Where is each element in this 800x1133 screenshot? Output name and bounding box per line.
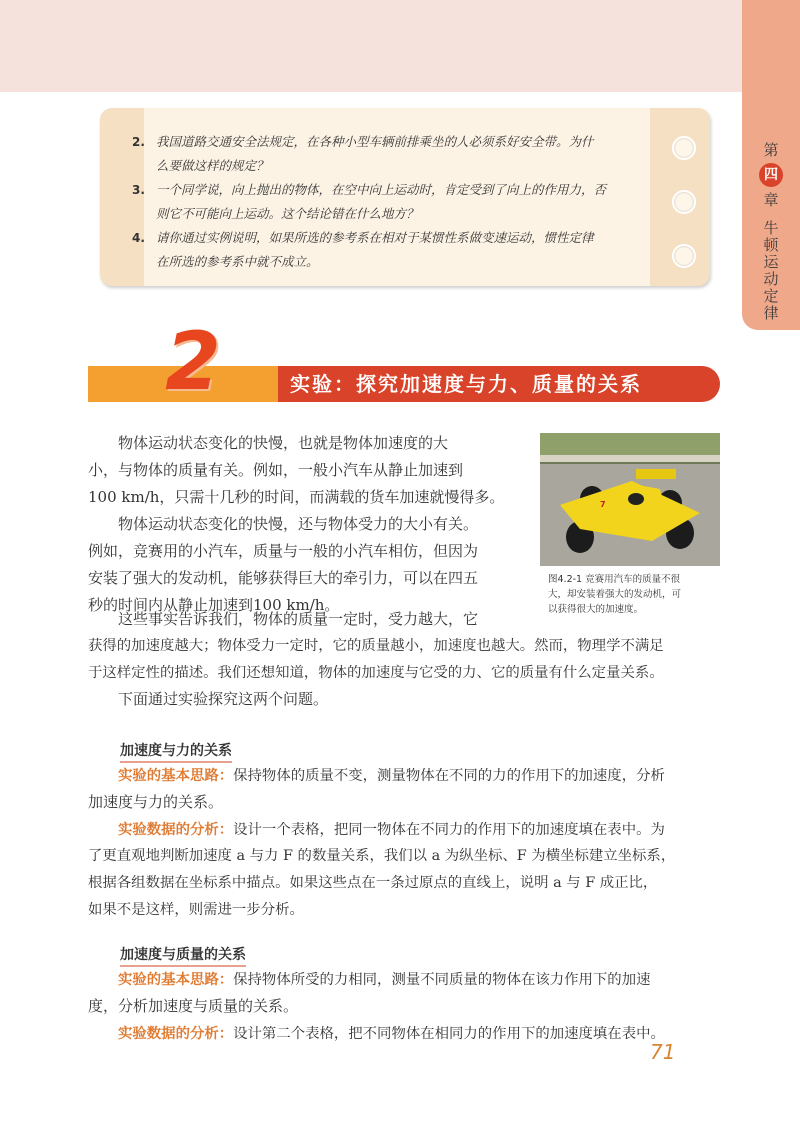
force-idea xyxy=(118,762,665,790)
text-line: 于这样定性的描述。我们还想知道，物体的加速度与它受的力、它的质量有什么定量关系。 xyxy=(88,665,664,681)
text-line: 设计第二个表格，把不同物体在相同力的作用下的加速度填在表中。 xyxy=(233,1026,665,1042)
page-number: 71 xyxy=(650,1040,676,1064)
force-section-heading: 加速度与力的关系 xyxy=(120,740,232,763)
mass-section-heading: 加速度与质量的关系 xyxy=(120,944,246,967)
force-analysis-cont xyxy=(88,843,675,924)
question-number: 2. xyxy=(132,135,145,149)
question-2 xyxy=(132,130,632,178)
text-line: 设计一个表格，把同一物体在不同力的作用下的加速度填在表中。为 xyxy=(233,822,665,838)
text-line: 了更直观地判断加速度 a 与力 F 的数量关系，我们以 a 为纵坐标、F 为横坐标建立坐标系， xyxy=(88,848,676,864)
text-line: 100 km/h，只需十几秒的时间，而满载的货车加速就慢得多。 xyxy=(88,488,505,506)
race-car-image xyxy=(540,433,720,566)
section-title: 实验：探究加速度与力、质量的关系 xyxy=(290,372,642,396)
section-number: 2 xyxy=(165,315,221,408)
chapter-di: 第 xyxy=(763,141,779,159)
text-line: 物体运动状态变化的快慢，还与物体受力的大小有关。 xyxy=(118,515,479,533)
text-line: 小，与物体的质量有关。例如，一般小汽车从静止加速到 xyxy=(88,461,464,479)
chapter-title-char: 顿 xyxy=(763,236,779,254)
caption-line: 以获得很大的加速度。 xyxy=(548,604,644,615)
mass-idea xyxy=(118,966,650,994)
lead-label: 实验的基本思路： xyxy=(118,971,234,988)
chapter-title-char: 动 xyxy=(763,270,779,288)
text-line: 安装了强大的发动机，能够获得巨大的牵引力，可以在四五 xyxy=(88,569,479,587)
chapter-title-char: 律 xyxy=(763,304,779,322)
text-line: 根据各组数据在坐标系中描点。如果这些点在一条过原点的直线上，说明 a 与 F 成正比， xyxy=(88,875,658,891)
text-line: 保持物体的质量不变，测量物体在不同的力的作用下的加速度，分析 xyxy=(233,768,665,784)
mass-idea-cont: 度，分析加速度与质量的关系。 xyxy=(88,997,299,1015)
force-analysis xyxy=(118,816,665,844)
question-line: 么要做这样的规定？ xyxy=(156,158,269,173)
question-4 xyxy=(132,226,632,274)
intro-paragraph-3-cont xyxy=(88,633,664,687)
lead-label: 实验的基本思路： xyxy=(118,767,234,784)
question-line: 一个同学说，向上抛出的物体，在空中向上运动时，肯定受到了向上的作用力，否 xyxy=(156,182,607,197)
question-line: 我国道路交通安全法规定，在各种小型车辆前排乘坐的人必须系好安全带。为什 xyxy=(156,134,594,149)
race-car-photo xyxy=(540,433,720,566)
text-line: 秒的时间内从静止加速到100 km/h。 xyxy=(88,596,340,614)
lead-label: 实验数据的分析： xyxy=(118,1025,234,1042)
text-line: 这些事实告诉我们，物体的质量一定时，受力越大，它 xyxy=(118,610,479,628)
text-line: 如果不是这样，则需进一步分析。 xyxy=(88,902,304,918)
question-line: 请你通过实例说明，如果所选的参考系在相对于某惯性系做变速运动，惯性定律 xyxy=(156,230,594,245)
binder-ring-icon xyxy=(672,244,696,268)
svg-text:7: 7 xyxy=(600,500,606,509)
intro-paragraph-2 xyxy=(118,511,478,538)
intro-paragraph-3 xyxy=(118,606,478,633)
text-line: 物体运动状态变化的快慢，也就是物体加速度的大 xyxy=(118,434,449,452)
question-number: 4. xyxy=(132,231,145,245)
chapter-side-tab xyxy=(742,0,800,330)
force-idea-cont: 加速度与力的关系。 xyxy=(88,793,224,811)
caption-line: 大，却安装着强大的发动机，可 xyxy=(548,589,682,600)
text-line: 获得的加速度越大；物体受力一定时，它的质量越小，加速度也越大。然而，物理学不满足 xyxy=(88,638,664,654)
binder-ring-icon xyxy=(672,190,696,214)
chapter-title-char: 运 xyxy=(763,253,779,271)
chapter-number: 四 xyxy=(759,163,783,187)
intro-paragraph-1-cont xyxy=(88,457,504,511)
text-line: 例如，竞赛用的小汽车，质量与一般的小汽车相仿，但因为 xyxy=(88,542,479,560)
chapter-zhang: 章 xyxy=(763,191,779,209)
question-line: 则它不可能向上运动。这个结论错在什么地方？ xyxy=(156,206,419,221)
question-box xyxy=(100,108,710,286)
chapter-title-char: 定 xyxy=(763,287,779,305)
lead-label: 实验数据的分析： xyxy=(118,821,234,838)
chapter-title xyxy=(742,220,800,322)
mass-analysis xyxy=(118,1020,665,1048)
intro-paragraph-1 xyxy=(118,430,448,457)
chapter-title-char: 牛 xyxy=(763,219,779,237)
text-line: 保持物体所受的力相同，测量不同质量的物体在该力作用下的加速 xyxy=(233,972,651,988)
binder-rings xyxy=(672,136,702,298)
figure-caption xyxy=(548,572,724,617)
question-number: 3. xyxy=(132,183,145,197)
binder-ring-icon xyxy=(672,136,696,160)
question-3 xyxy=(132,178,632,226)
caption-line: 图4.2-1 竞赛用汽车的质量不很 xyxy=(548,574,681,585)
top-band xyxy=(0,0,742,92)
intro-paragraph-4: 下面通过实验探究这两个问题。 xyxy=(118,690,329,708)
question-line: 在所选的参考系中就不成立。 xyxy=(156,254,319,269)
